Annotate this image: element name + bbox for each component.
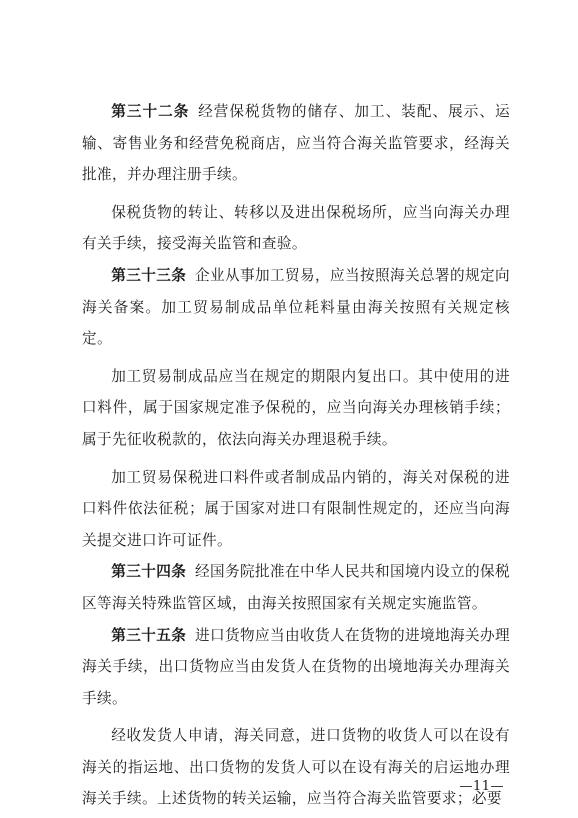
paragraph-text: 保税货物的转让、转移以及进出保税场所，应当向海关办理有关手续，接受海关监管和查验。: [82, 203, 510, 253]
paragraph-text: 进口货物应当由收货人在货物的进境地海关办理海关手续，出口货物应当由发货人在货物的出境地海关办理海关手续。: [82, 626, 510, 707]
page-number: —11—: [459, 779, 504, 794]
article-number: 第三十五条: [111, 626, 187, 644]
paragraph-text: 经营保税货物的储存、加工、装配、展示、运输、寄售业务和经营免税商店，应当符合海关监管要求，经海关批准，并办理注册手续。: [82, 103, 510, 184]
paragraph-text: 企业从事加工贸易，应当按照海关总署的规定向海关备案。加工贸易制成品单位耗料量由海关按照有关规定核定。: [82, 266, 510, 348]
paragraph: [82, 720, 510, 815]
paragraph: [82, 462, 510, 557]
paragraph-text: 加工贸易保税进口料件或者制成品内销的，海关对保税的进口料件依法征税；属于国家对进口有限制性规定的，还应当向海关提交进口许可证件。: [82, 468, 510, 549]
document-body: [82, 96, 510, 815]
paragraph-article-33: [82, 260, 510, 355]
paragraph-article-35: [82, 620, 510, 715]
article-number: 第三十二条: [111, 103, 190, 120]
paragraph-text: 经国务院批准在中华人民共和国境内设立的保税区等海关特殊监管区域，由海关按照国家有关规定实施监管。: [82, 563, 510, 612]
paragraph-text: 经收发货人申请，海关同意，进口货物的收货人可以在设有海关的指运地、出口货物的发货人可以在设有海关的启运地办理海关手续。上述货物的转关运输，应当符合海关监管要求；必要: [82, 727, 510, 808]
article-number: 第三十三条: [111, 266, 187, 284]
paragraph: [82, 197, 510, 260]
paragraph-article-34: [82, 556, 510, 619]
paragraph-text: 加工贸易制成品应当在规定的期限内复出口。其中使用的进口料件，属于国家规定准予保税的，应当向海关办理核销手续；属于先征收税款的，依法向海关办理退税手续。: [82, 367, 510, 448]
paragraph: [82, 361, 510, 456]
paragraph-article-32: [82, 96, 510, 191]
article-number: 第三十四条: [111, 563, 187, 581]
